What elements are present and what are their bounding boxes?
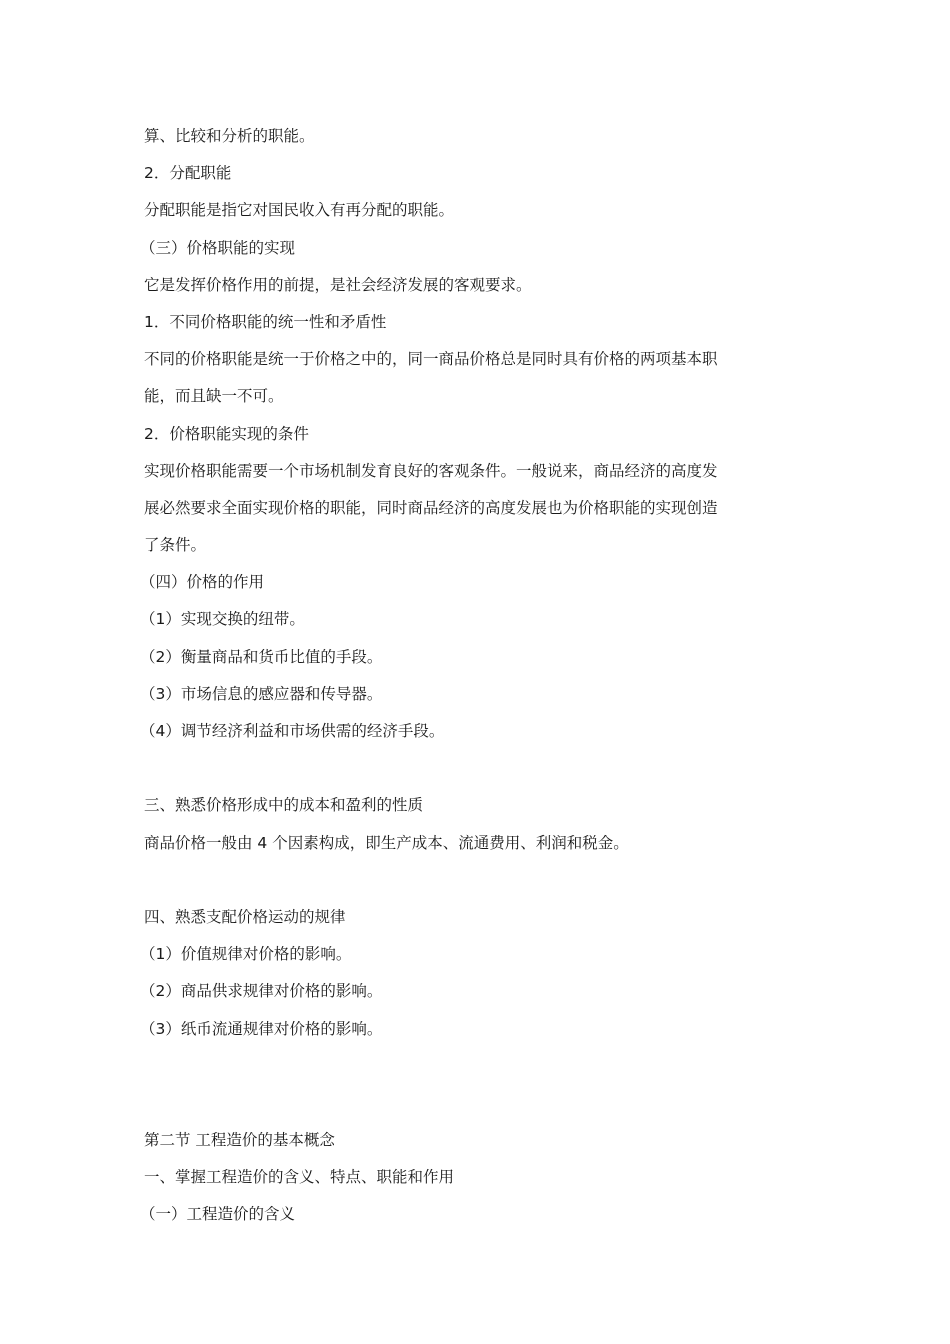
subheading-unity-contradiction: 1．不同价格职能的统一性和矛盾性 xyxy=(144,312,387,331)
section-heading-price-function-realization: （三）价格职能的实现 xyxy=(140,238,296,257)
section-heading-engineering-cost: 一、掌握工程造价的含义、特点、职能和作用 xyxy=(144,1168,455,1187)
blank-line xyxy=(144,862,804,899)
subheading-realization-conditions: 2．价格职能实现的条件 xyxy=(144,424,309,443)
paragraph-line: 不同的价格职能是统一于价格之中的，同一商品价格总是同时具有价格的两项基本职 xyxy=(144,350,718,369)
paragraph-line: 算、比较和分析的职能。 xyxy=(144,127,315,145)
paragraph-line: 分配职能是指它对国民收入有再分配的职能。 xyxy=(144,201,455,220)
document-body xyxy=(140,118,804,1234)
list-item: （3）纸币流通规律对价格的影响。 xyxy=(140,1019,383,1038)
section-heading-cost-profit: 三、熟悉价格形成中的成本和盈利的性质 xyxy=(144,796,424,815)
list-item: （2）商品供求规律对价格的影响。 xyxy=(140,982,383,1001)
list-item: （3）市场信息的感应器和传导器。 xyxy=(140,684,383,703)
paragraph-line: 商品价格一般由 4 个因素构成，即生产成本、流通费用、利润和税金。 xyxy=(144,833,629,852)
paragraph-line: 能，而且缺一不可。 xyxy=(144,387,284,406)
list-item: （1）价值规律对价格的影响。 xyxy=(140,945,352,964)
section-heading-price-role: （四）价格的作用 xyxy=(140,573,265,592)
paragraph-line: 展必然要求全面实现价格的职能，同时商品经济的高度发展也为价格职能的实现创造 xyxy=(144,498,718,517)
list-item: （2）衡量商品和货币比值的手段。 xyxy=(140,647,383,666)
paragraph-line: 实现价格职能需要一个市场机制发育良好的客观条件。一般说来，商品经济的高度发 xyxy=(144,461,718,480)
paragraph-line: 了条件。 xyxy=(144,536,207,555)
blank-line xyxy=(144,750,804,787)
blank-line xyxy=(144,1085,804,1122)
paragraph-line: 它是发挥价格作用的前提，是社会经济发展的客观要求。 xyxy=(144,275,532,294)
list-item: （1）实现交换的纽带。 xyxy=(140,610,305,629)
chapter-section-title: 第二节 工程造价的基本概念 xyxy=(144,1131,335,1150)
list-item: （4）调节经济利益和市场供需的经济手段。 xyxy=(140,722,445,740)
section-heading-price-laws: 四、熟悉支配价格运动的规律 xyxy=(144,907,346,926)
section-heading-engineering-cost-meaning: （一）工程造价的含义 xyxy=(140,1205,296,1224)
blank-line xyxy=(144,1048,804,1085)
subheading-distribution-function: 2．分配职能 xyxy=(144,164,232,183)
